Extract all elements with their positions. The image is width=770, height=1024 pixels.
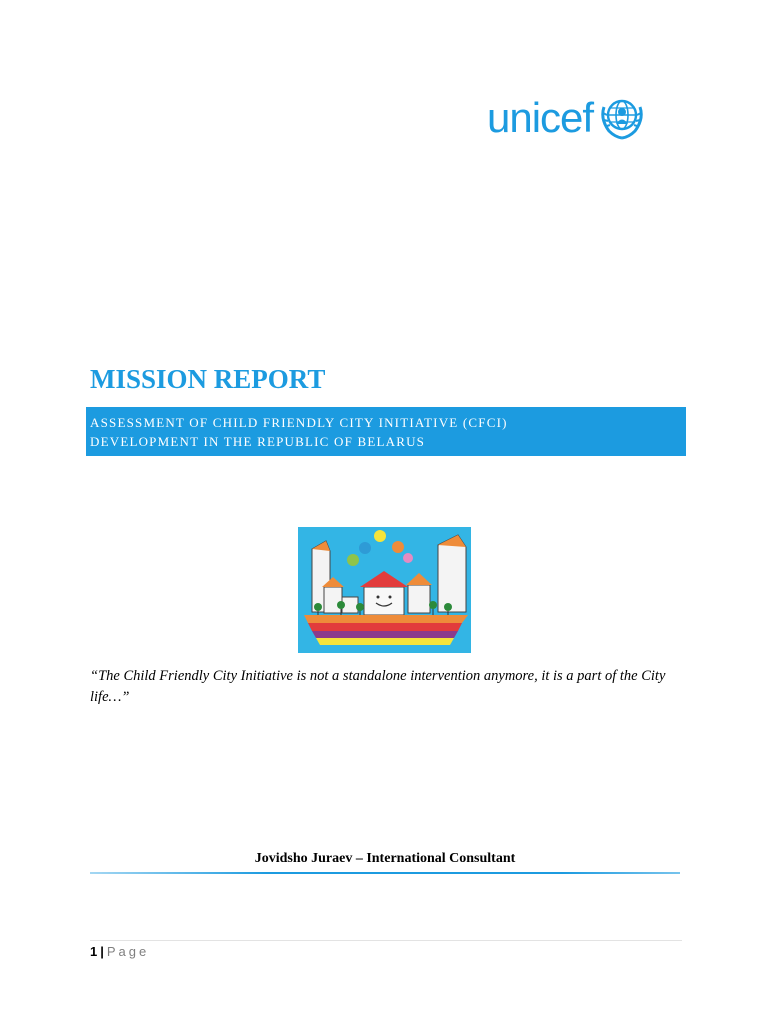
footer-separator: | bbox=[100, 944, 104, 959]
page-title: MISSION REPORT bbox=[90, 364, 326, 394]
author-divider bbox=[90, 872, 680, 874]
page-label: Page bbox=[106, 944, 150, 959]
page-number: 1 bbox=[90, 944, 98, 959]
author-credit: Jovidsho Juraev – International Consultant bbox=[254, 851, 516, 866]
unicef-emblem-icon bbox=[597, 93, 647, 143]
logo-text: unicef bbox=[487, 94, 594, 141]
child-friendly-city-illustration bbox=[298, 527, 471, 653]
subtitle-banner bbox=[86, 407, 686, 456]
subtitle-line-1: ASSESSMENT OF CHILD FRIENDLY CITY INITIATIVE (CFCI) bbox=[90, 415, 508, 430]
subtitle-line-2: DEVELOPMENT IN THE REPUBLIC OF BELARUS bbox=[90, 434, 426, 449]
page-footer bbox=[90, 944, 149, 959]
footer-divider bbox=[90, 940, 682, 941]
unicef-logo bbox=[487, 92, 677, 144]
quote: “The Child Friendly City Initiative is not a standalone intervention anymore, it is a part of the City life…” bbox=[90, 668, 666, 705]
